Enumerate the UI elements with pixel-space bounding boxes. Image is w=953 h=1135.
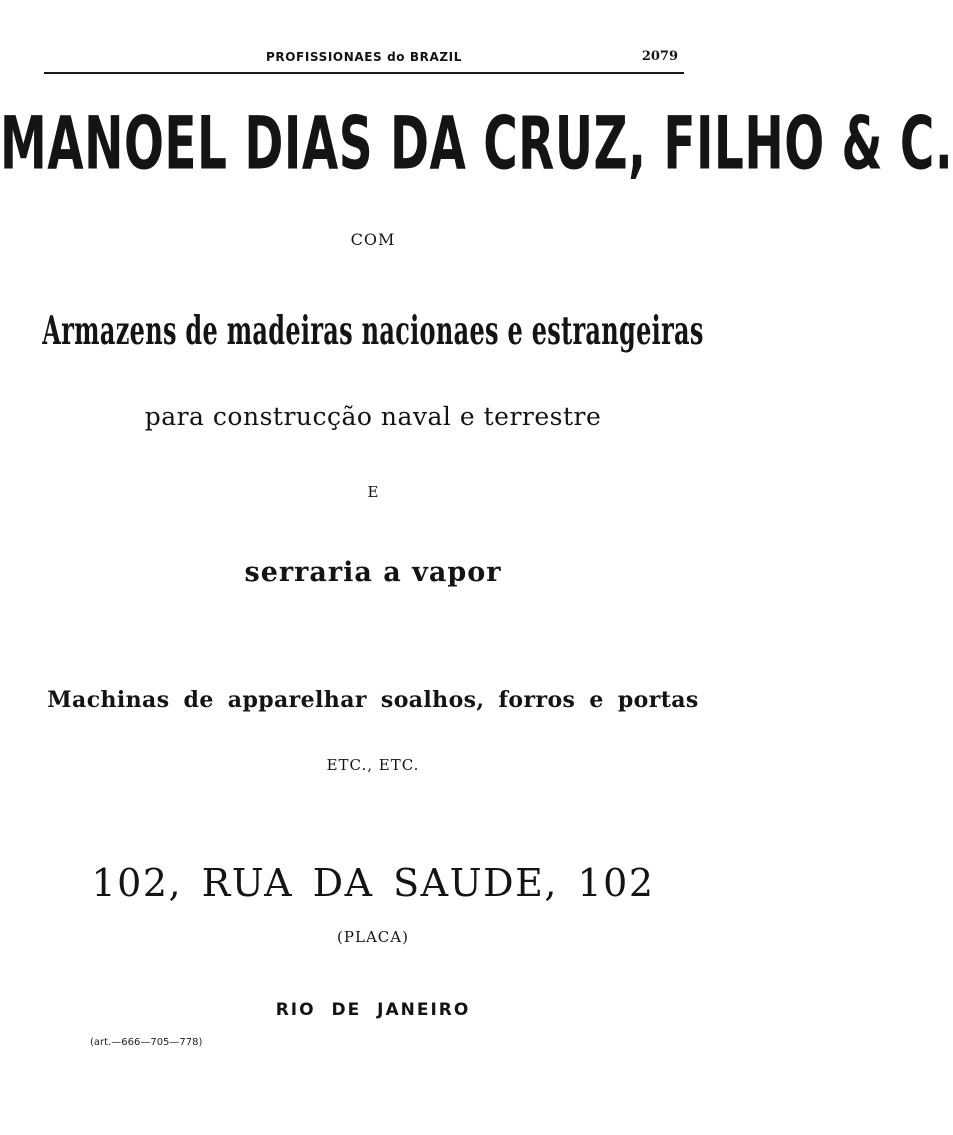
com-text: COM <box>350 230 396 249</box>
etc-text: ETC., ETC. <box>326 756 420 774</box>
running-title: PROFISSIONAES do BRAZIL <box>266 50 462 64</box>
firm-name: MANOEL DIAS DA CRUZ, FILHO & C. <box>0 102 953 188</box>
armazens-text: Armazens de madeiras nacionaes e estrangeiras <box>42 306 704 354</box>
machinas-text: Machinas de apparelhar soalhos, forros e portas <box>47 687 699 713</box>
header-rule <box>44 72 684 74</box>
serraria-text: serraria a vapor <box>244 557 502 588</box>
article-reference: (art.—666—705—778) <box>90 1037 203 1048</box>
street-address: 102, RUA DA SAUDE, 102 <box>91 861 655 905</box>
page-number: 2079 <box>641 49 678 64</box>
page-header <box>44 46 684 76</box>
conjunction-e: E <box>367 483 379 501</box>
placa-text: (PLACA) <box>337 928 409 946</box>
construccao-text: para construcção naval e terrestre <box>144 402 602 431</box>
city-name: RIO DE JANEIRO <box>275 1000 471 1020</box>
